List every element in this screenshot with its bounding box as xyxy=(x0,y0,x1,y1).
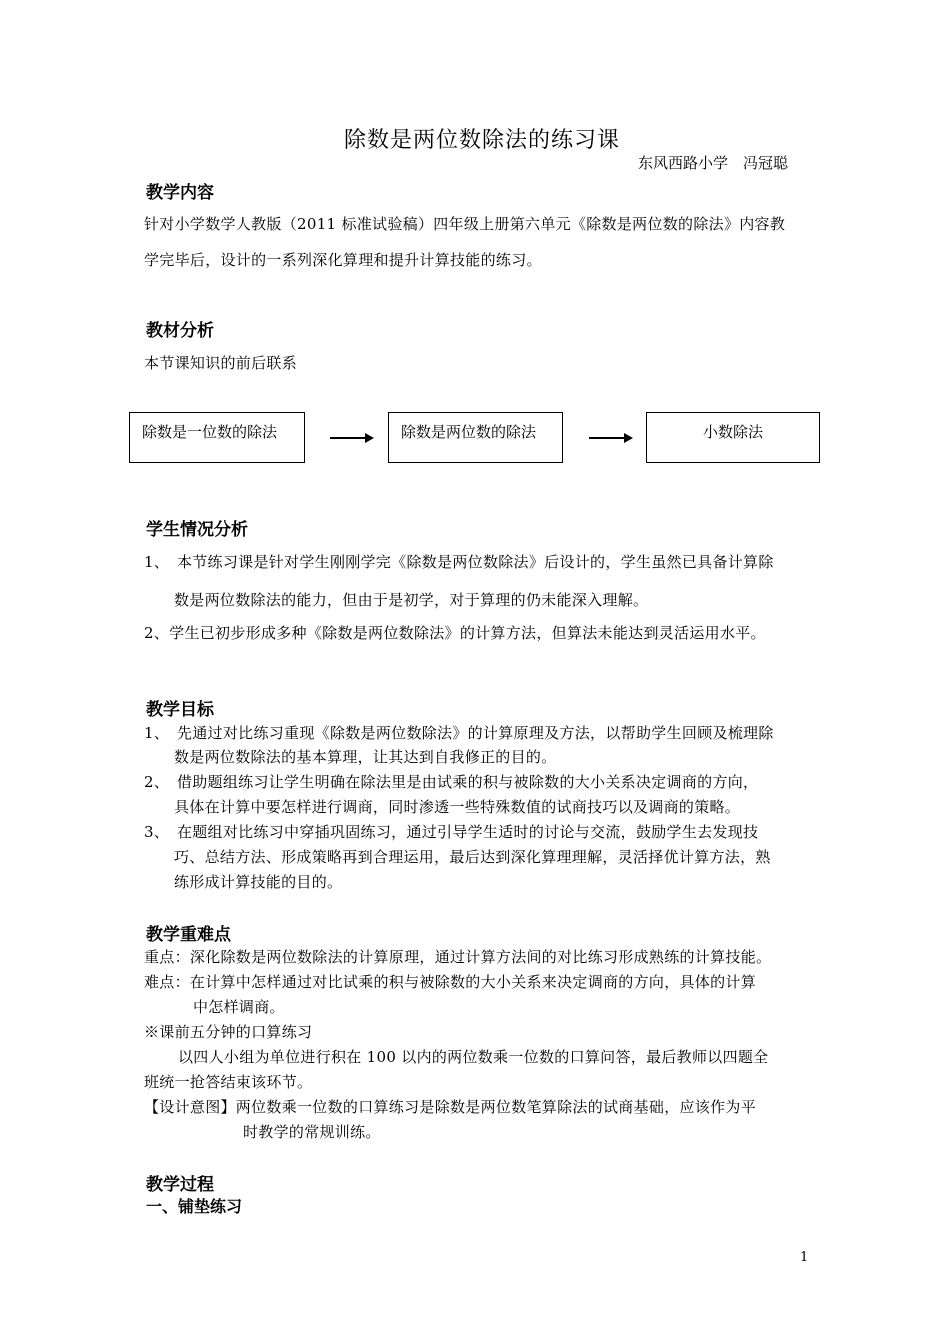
page-title: 除数是两位数除法的练习课 xyxy=(344,128,621,153)
keypoints-line-4: ※课前五分钟的口算练习 xyxy=(144,1023,313,1041)
goals-line-4: 具体在计算中要怎样进行调商，同时渗透一些特殊数值的试商技巧以及调商的策略。 xyxy=(174,798,741,816)
content-line-2: 学完毕后，设计的一系列深化算理和提升计算技能的练习。 xyxy=(144,251,542,269)
keypoints-line-2: 难点：在计算中怎样通过对比试乘的积与被除数的大小关系来决定调商的方向，具体的计算 xyxy=(144,973,757,991)
flow-box-2 xyxy=(388,412,563,463)
flow-box-3-label: 小数除法 xyxy=(702,423,763,441)
content-line-1: 针对小学数学人教版（2011 标准试验稿）四年级上册第六单元《除数是两位数的除法》内容教 xyxy=(144,215,786,233)
page-number: 1 xyxy=(800,1250,809,1265)
section-heading-material: 教材分析 xyxy=(146,321,214,341)
keypoints-line-5: 以四人小组为单位进行积在 100 以内的两位数乘一位数的口算问答，最后教师以四题全 xyxy=(178,1048,769,1066)
author-line: 东风西路小学 冯冠聪 xyxy=(638,154,789,172)
students-line-2: 数是两位数除法的能力，但由于是初学，对于算理的仍未能深入理解。 xyxy=(174,591,649,609)
students-line-3: 2、学生已初步形成多种《除数是两位数除法》的计算方法，但算法未能达到灵活运用水平。 xyxy=(144,624,766,642)
goals-line-2: 数是两位数除法的基本算理，让其达到自我修正的目的。 xyxy=(174,748,557,766)
flow-arrow-2 xyxy=(589,433,633,443)
goals-line-7: 练形成计算技能的目的。 xyxy=(174,873,343,891)
section-heading-content: 教学内容 xyxy=(146,183,214,203)
process-subheading: 一、铺垫练习 xyxy=(146,1197,243,1216)
flow-box-3 xyxy=(646,412,820,463)
goals-line-6: 巧、总结方法、形成策略再到合理运用，最后达到深化算理理解，灵活择优计算方法，熟 xyxy=(174,848,771,866)
flow-box-1-label: 除数是一位数的除法 xyxy=(142,423,278,441)
section-heading-keypoints: 教学重难点 xyxy=(146,925,231,945)
goals-line-1: 1、 先通过对比练习重现《除数是两位数除法》的计算原理及方法，以帮助学生回顾及梳理除 xyxy=(144,724,774,742)
flow-arrow-1 xyxy=(330,433,374,443)
keypoints-line-3: 中怎样调商。 xyxy=(193,998,285,1016)
flow-box-1 xyxy=(129,412,305,463)
section-heading-process: 教学过程 xyxy=(146,1175,214,1195)
material-intro: 本节课知识的前后联系 xyxy=(144,354,298,372)
keypoints-line-6: 班统一抢答结束该环节。 xyxy=(144,1073,313,1091)
flow-box-2-label: 除数是两位数的除法 xyxy=(401,423,537,441)
section-heading-goals: 教学目标 xyxy=(146,700,214,720)
students-line-1: 1、 本节练习课是针对学生刚刚学完《除数是两位数除法》后设计的，学生虽然已具备计算除 xyxy=(144,553,774,571)
section-heading-students: 学生情况分析 xyxy=(146,520,248,540)
keypoints-line-8: 时教学的常规训练。 xyxy=(243,1123,381,1141)
keypoints-line-1: 重点：深化除数是两位数除法的计算原理，通过计算方法间的对比练习形成熟练的计算技能。 xyxy=(144,948,772,966)
goals-line-3: 2、 借助题组练习让学生明确在除法里是由试乘的积与被除数的大小关系决定调商的方向， xyxy=(144,773,759,791)
keypoints-line-7: 【设计意图】两位数乘一位数的口算练习是除数是两位数笔算除法的试商基础，应该作为平 xyxy=(144,1098,757,1116)
goals-line-5: 3、 在题组对比练习中穿插巩固练习，通过引导学生适时的讨论与交流，鼓励学生去发现技 xyxy=(144,823,759,841)
